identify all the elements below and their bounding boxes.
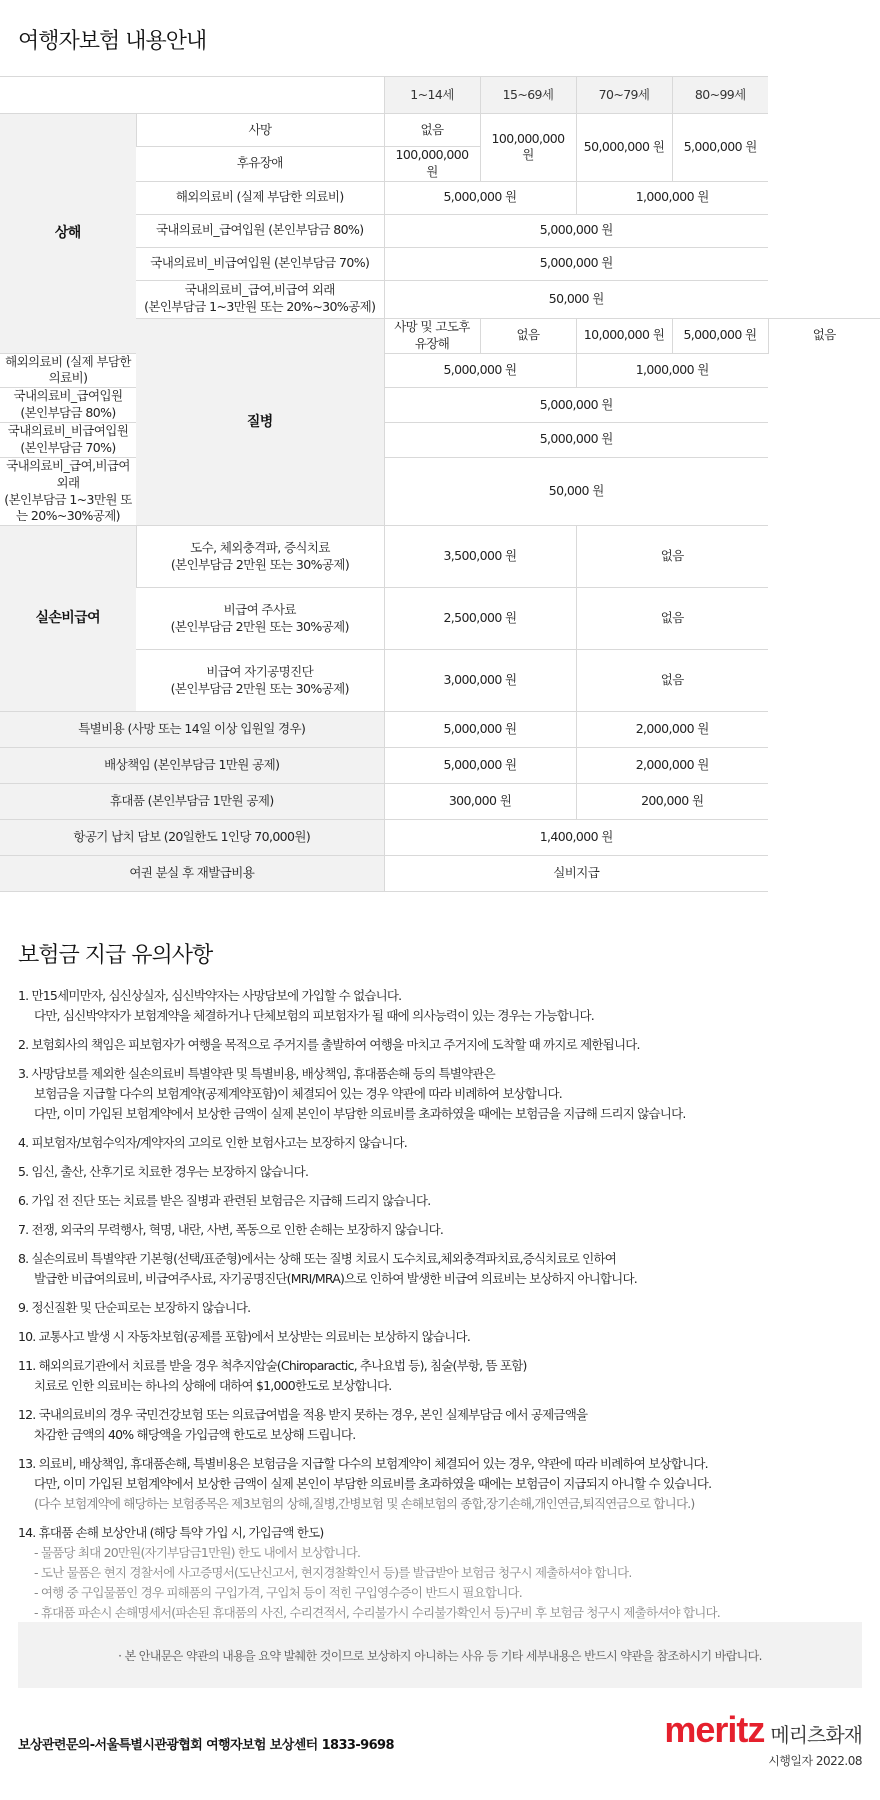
table-row [0, 423, 880, 458]
note-line: 12. 국내의료비의 경우 국민건강보험 또는 의료급여법을 적용 받지 못하는 경우, 본인 실제부담금 에서 공제금액을 [18, 1407, 588, 1422]
note-line: 14. 휴대품 손해 보상안내 (해당 특약 가입 시, 가입금액 한도) [18, 1525, 324, 1540]
table-row [0, 353, 880, 388]
cell-value: 50,000 원 [384, 280, 768, 318]
logo-brand [664, 1709, 862, 1750]
cell-value: 10,000,000 원 [576, 318, 672, 353]
cell-value: 2,000,000 원 [576, 712, 768, 748]
cell-value: 3,000,000 원 [384, 650, 576, 712]
category-injury: 상해 [0, 114, 136, 354]
row-label [0, 457, 136, 526]
row-label-line: 도수, 체외충격파, 증식치료 [190, 539, 330, 555]
table-row [0, 114, 880, 147]
cell-value: 없음 [480, 318, 576, 353]
cell-value: 없음 [576, 588, 768, 650]
note-line: (다수 보험계약에 해당하는 보험종목은 제3보험의 상해,질병,간병보험 및 손해보험의 종합,장기손해,개인연금,퇴직연금으로 합니다.) [34, 1496, 695, 1511]
note-line: 6. 가입 전 진단 또는 치료를 받은 질병과 관련된 보험금은 지급해 드리지 않습니다. [18, 1193, 431, 1208]
header-age-3: 70~79세 [576, 77, 672, 114]
note-line: 발급한 비급여의료비, 비급여주사료, 자기공명진단(MRI/MRA)으로 인하여 발생한 비급여 의료비는 보상하지 아니합니다. [34, 1271, 637, 1286]
row-label [136, 650, 384, 712]
page-title: 여행자보험 내용안내 [18, 29, 207, 54]
row-label-line: (본인부담금 2만원 또는 30%공제) [170, 556, 350, 572]
note-line: - 도난 물품은 현지 경찰서에 사고증명서(도난신고서, 현지경찰확인서 등)를 발급받아 보험금 청구시 제출하셔야 합니다. [34, 1565, 632, 1580]
row-label [136, 280, 384, 318]
row-label: 국내의료비_급여입원 (본인부담금 80%) [0, 388, 136, 423]
row-label: 후유장애 [136, 147, 384, 182]
table-row [0, 388, 880, 423]
note-item [18, 1356, 864, 1396]
cell-value: 5,000,000 원 [384, 247, 768, 280]
note-line: 다만, 심신박약자가 보험계약을 체결하거나 단체보험의 피보험자가 될 때에 의사능력이 있는 경우는 가능합니다. [34, 1008, 594, 1023]
cell-value: 50,000,000 원 [576, 114, 672, 182]
note-line: 8. 실손의료비 특별약관 기본형(선택/표준형)에서는 상해 또는 질병 치료시 도수치료,체외충격파치료,증식치료로 인하여 [18, 1251, 617, 1266]
cell-value: 200,000 원 [576, 784, 768, 820]
cell-value: 5,000,000 원 [384, 181, 576, 214]
row-label: 국내의료비_비급여입원 (본인부담금 70%) [0, 423, 136, 458]
table-row [0, 784, 880, 820]
note-item [18, 1220, 864, 1240]
note-line: 차감한 금액의 40% 해당액을 가입금액 한도로 보상해 드립니다. [34, 1427, 356, 1442]
row-label: 여권 분실 후 재발급비용 [0, 856, 384, 892]
row-label-line: (본인부담금 2만원 또는 30%공제) [170, 618, 349, 634]
row-label: 국내의료비_비급여입원 (본인부담금 70%) [136, 247, 384, 280]
cell-value: 1,000,000 원 [576, 181, 768, 214]
note-line: 13. 의료비, 배상책임, 휴대품손해, 특별비용은 보험금을 지급할 다수의 보험계약이 체결되어 있는 경우, 약관에 따라 비례하여 보상합니다. [18, 1456, 708, 1471]
note-line: - 휴대품 파손시 손해명세서(파손된 휴대품의 사진, 수리견적서, 수리불가시 수리불가확인서 등)구비 후 보험금 청구시 제출하셔야 합니다. [34, 1605, 720, 1620]
note-item [18, 1064, 864, 1124]
cell-value: 없음 [576, 650, 768, 712]
note-line: 다만, 이미 가입된 보험계약에서 보상한 금액이 실제 본인이 부담한 의료비를 초과하였을 때에는 보험금을 지급해 드리지 않습니다. [34, 1106, 686, 1121]
note-line: - 물품당 최대 20만원(자기부담금1만원) 한도 내에서 보상합니다. [34, 1545, 361, 1560]
note-line: 치료로 인한 의료비는 하나의 상해에 대하여 $1,000한도로 보상합니다. [34, 1378, 392, 1393]
cell-value: 1,000,000 원 [576, 353, 768, 388]
cell-value: 없음 [576, 526, 768, 588]
row-label-line: 국내의료비_급여,비급여 외래 [184, 282, 335, 298]
cell-value: 2,500,000 원 [384, 588, 576, 650]
header-age-1: 1~14세 [384, 77, 480, 114]
note-line: 다만, 이미 가입된 보험계약에서 보상한 금액이 실제 본인이 부담한 의료비를 초과하였을 때에는 보험금이 지급되지 아니할 수 있습니다. [34, 1476, 712, 1491]
note-item [18, 1249, 864, 1289]
note-line: 9. 정신질환 및 단순피로는 보장하지 않습니다. [18, 1300, 251, 1315]
table-row [0, 526, 880, 588]
row-label-line: 비급여 자기공명진단 [206, 663, 314, 679]
note-line: 10. 교통사고 발생 시 자동차보험(공제를 포함)에서 보상받는 의료비는 보상하지 않습니다. [18, 1329, 470, 1344]
row-label: 해외의료비 (실제 부담한 의료비) [0, 353, 136, 388]
cell-value: 1,400,000 원 [384, 820, 768, 856]
cell-value: 실비지급 [384, 856, 768, 892]
note-line: 5. 임신, 출산, 산후기로 치료한 경우는 보장하지 않습니다. [18, 1164, 309, 1179]
cell-value: 5,000,000 원 [384, 388, 768, 423]
logo-korean: 메리츠화재 [770, 1723, 862, 1747]
note-item [18, 986, 864, 1026]
row-label: 배상책임 (본인부담금 1만원 공제) [0, 748, 384, 784]
note-line: 1. 만15세미만자, 심신상실자, 심신박약자는 사망담보에 가입할 수 없습니다. [18, 988, 402, 1003]
coverage-table [0, 76, 880, 892]
row-label: 항공기 납치 담보 (20일한도 1인당 70,000원) [0, 820, 384, 856]
row-label: 국내의료비_급여입원 (본인부담금 80%) [136, 214, 384, 247]
claim-contact: 보상관련문의-서울특별시관광협회 여행자보험 보상센터 1833-9698 [18, 1738, 394, 1753]
table-header-row [0, 77, 880, 114]
note-item [18, 1191, 864, 1211]
note-line: 4. 피보험자/보험수익자/계약자의 고의로 인한 보험사고는 보장하지 않습니다. [18, 1135, 407, 1150]
logo-wordmark: meritz [664, 1709, 765, 1750]
category-disease: 질병 [136, 318, 384, 526]
row-label: 특별비용 (사망 또는 14일 이상 입원일 경우) [0, 712, 384, 748]
cell-value: 100,000,000 원 [384, 147, 480, 182]
note-item [18, 1133, 864, 1153]
note-item [18, 1035, 864, 1055]
cell-value: 없음 [768, 318, 880, 353]
cell-value: 5,000,000 원 [384, 423, 768, 458]
cell-value: 5,000,000 원 [384, 712, 576, 748]
category-nonpay: 실손비급여 [0, 526, 136, 712]
disclaimer-box [18, 1622, 862, 1688]
cell-value: 50,000 원 [384, 457, 768, 526]
cell-value: 5,000,000 원 [672, 318, 768, 353]
note-item [18, 1454, 864, 1514]
table-row [0, 856, 880, 892]
note-item [18, 1523, 864, 1623]
row-label: 휴대품 (본인부담금 1만원 공제) [0, 784, 384, 820]
cell-value: 2,000,000 원 [576, 748, 768, 784]
note-item [18, 1327, 864, 1347]
note-line: 11. 해외의료기관에서 치료를 받을 경우 척추지압술(Chiroparactic, 추나요법 등), 침술(부항, 뜸 포함) [18, 1358, 527, 1373]
note-line: 3. 사망담보를 제외한 실손의료비 특별약관 및 특별비용, 배상책임, 휴대품손해 등의 특별약관은 [18, 1066, 495, 1081]
row-label [136, 588, 384, 650]
note-line: - 여행 중 구입물품인 경우 피해품의 구입가격, 구입처 등이 적힌 구입영수증이 반드시 필요합니다. [34, 1585, 522, 1600]
row-label-line: 국내의료비_급여,비급여 외래 [6, 457, 130, 490]
row-label-line: (본인부담금 2만원 또는 30%공제) [170, 680, 349, 696]
row-label [136, 526, 384, 588]
row-label-line: (본인부담금 1~3만원 또는 20%~30%공제) [144, 299, 376, 315]
notes-title: 보험금 지급 유의사항 [18, 943, 213, 968]
cell-value: 5,000,000 원 [384, 748, 576, 784]
table-row [0, 820, 880, 856]
effective-date: 시행일자 2022.08 [768, 1754, 862, 1768]
note-item [18, 1405, 864, 1445]
note-line: 7. 전쟁, 외국의 무력행사, 혁명, 내란, 사변, 폭동으로 인한 손해는 보장하지 않습니다. [18, 1222, 444, 1237]
meritz-logo [664, 1709, 862, 1769]
row-label: 해외의료비 (실제 부담한 의료비) [136, 181, 384, 214]
cell-value: 3,500,000 원 [384, 526, 576, 588]
cell-value: 5,000,000 원 [384, 214, 768, 247]
notes-list [18, 986, 864, 1661]
note-item [18, 1162, 864, 1182]
table-row [0, 712, 880, 748]
row-label-line: (본인부담금 1~3만원 또는 20%~30%공제) [4, 491, 132, 524]
note-line: 2. 보험회사의 책임은 피보험자가 여행을 목적으로 주거지를 출발하여 여행을 마치고 주거지에 도착할 때 까지로 제한됩니다. [18, 1037, 640, 1052]
table-row [0, 457, 880, 526]
cell-value: 300,000 원 [384, 784, 576, 820]
header-blank [0, 77, 384, 114]
cell-value: 없음 [384, 114, 480, 147]
table-row [0, 748, 880, 784]
note-item [18, 1298, 864, 1318]
disclaimer-text: · 본 안내문은 약관의 내용을 요약 발췌한 것이므로 보상하지 아니하는 사유 등 기타 세부내용은 반드시 약관을 참조하시기 바랍니다. [118, 1648, 762, 1663]
cell-value: 5,000,000 원 [672, 114, 768, 182]
note-line: 보험금을 지급할 다수의 보험계약(공제계약포함)이 체결되어 있는 경우 약관에 따라 비례하여 보상합니다. [34, 1086, 562, 1101]
row-label: 사망 및 고도후유장해 [384, 318, 480, 353]
row-label: 사망 [136, 114, 384, 147]
cell-value: 100,000,000 원 [480, 114, 576, 182]
header-age-4: 80~99세 [672, 77, 768, 114]
cell-value: 5,000,000 원 [384, 353, 576, 388]
row-label-line: 비급여 주사료 [223, 601, 296, 617]
header-age-2: 15~69세 [480, 77, 576, 114]
